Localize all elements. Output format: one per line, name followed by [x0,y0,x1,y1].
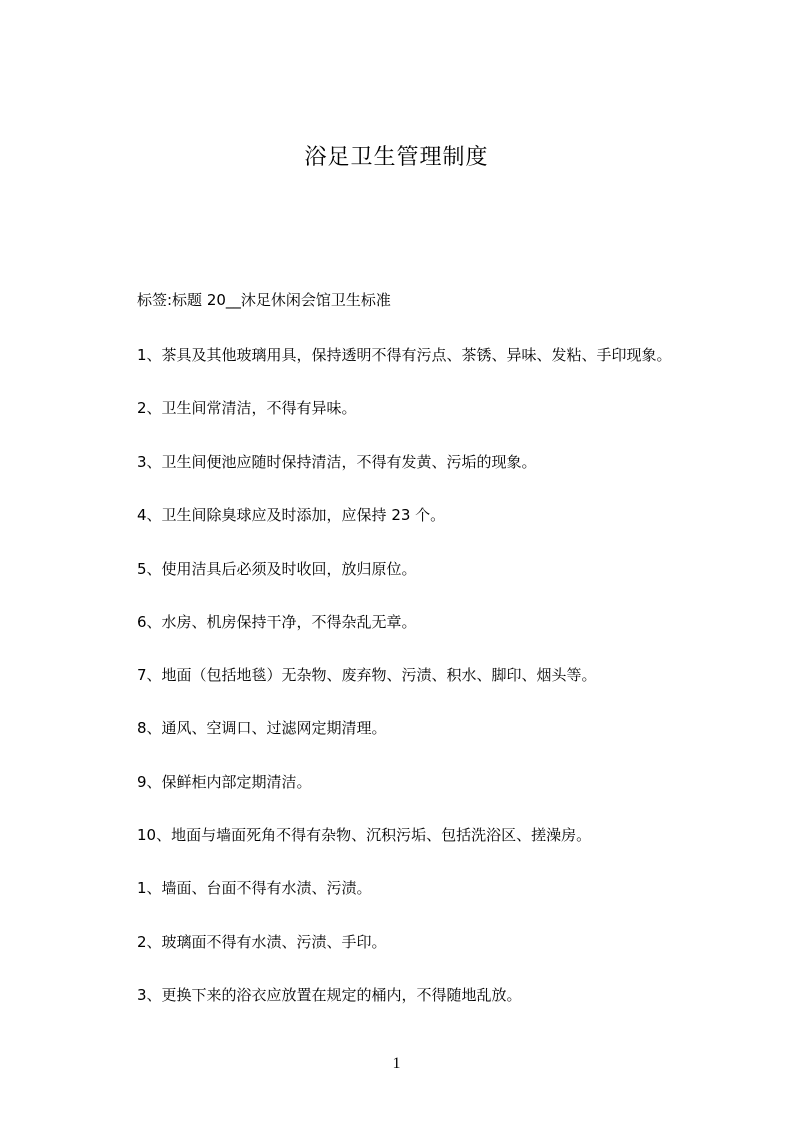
rule-line: 8、通风、空调口、过滤网定期清理。 [137,719,387,737]
rule-line: 4、卫生间除臭球应及时添加，应保持 23 个。 [137,506,446,524]
document-title: 浴足卫生管理制度 [304,145,489,170]
rule-line: 1、茶具及其他玻璃用具，保持透明不得有污点、茶锈、异味、发粘、手印现象。 [137,346,672,364]
rule-line: 7、地面（包括地毯）无杂物、废弃物、污渍、积水、脚印、烟头等。 [137,666,597,684]
rule-line: 9、保鲜柜内部定期清洁。 [137,773,312,791]
rule-line: 3、更换下来的浴衣应放置在规定的桶内，不得随地乱放。 [137,986,522,1004]
tag-line: 标签:标题 20__沐足休闲会馆卫生标准 [137,291,391,309]
rule-line: 3、卫生间便池应随时保持清洁，不得有发黄、污垢的现象。 [137,453,537,471]
rule-line: 1、墙面、台面不得有水渍、污渍。 [137,879,372,897]
rule-line: 2、玻璃面不得有水渍、污渍、手印。 [137,933,387,951]
rule-line: 2、卫生间常清洁，不得有异味。 [137,399,357,417]
rule-line: 5、使用洁具后必须及时收回，放归原位。 [137,560,417,578]
rule-line: 10、地面与墙面死角不得有杂物、沉积污垢、包括洗浴区、搓澡房。 [137,826,592,844]
page-number: 1 [392,1055,401,1072]
rule-line: 6、水房、机房保持干净，不得杂乱无章。 [137,613,417,631]
